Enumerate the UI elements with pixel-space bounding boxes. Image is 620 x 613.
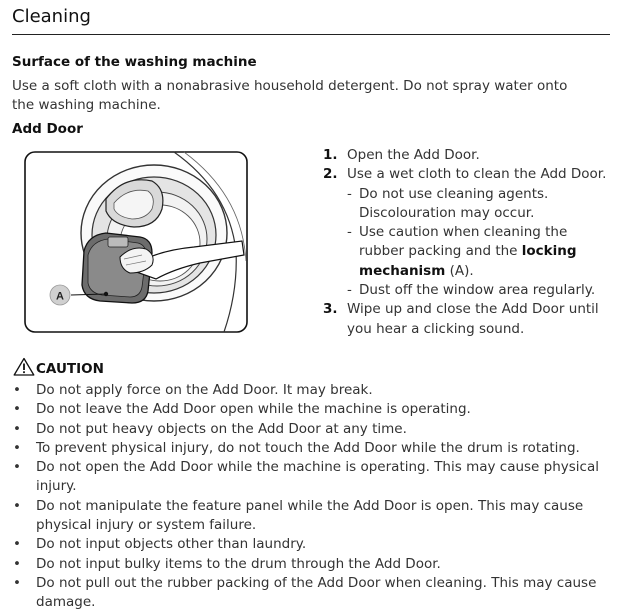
sub-item-text: Do not use cleaning agents. Discolouration may occur. bbox=[359, 185, 549, 221]
bullet-marker: • bbox=[13, 382, 21, 398]
bullet-marker: • bbox=[13, 555, 21, 572]
caution-text: Do not open the Add Door while the machine is operating. This may cause physical injury. bbox=[36, 459, 599, 495]
step-item bbox=[323, 146, 613, 165]
dash-marker: - bbox=[347, 224, 352, 241]
sub-item-text: Use caution when cleaning the rubber packing and the bbox=[359, 224, 568, 260]
add-door-steps bbox=[323, 146, 613, 339]
step-number: 3. bbox=[323, 301, 338, 318]
bullet-marker: • bbox=[13, 420, 21, 437]
page-title: Cleaning bbox=[12, 6, 91, 27]
caution-text: Do not put heavy objects on the Add Door at any time. bbox=[36, 420, 407, 437]
caution-list bbox=[12, 381, 612, 613]
add-door-heading: Add Door bbox=[12, 121, 83, 137]
caution-label: CAUTION bbox=[36, 360, 104, 377]
caution-text: Do not input bulky items to the drum through the Add Door. bbox=[36, 555, 441, 572]
caution-item bbox=[12, 381, 612, 400]
caution-item bbox=[12, 555, 612, 574]
caution-item bbox=[12, 458, 612, 497]
caution-text: Do not apply force on the Add Door. It may break. bbox=[36, 382, 373, 398]
bullet-marker: • bbox=[13, 574, 21, 591]
sub-item bbox=[347, 223, 613, 281]
step-text: Wipe up and close the Add Door until you hear a clicking sound. bbox=[347, 301, 599, 337]
step-text: Use a wet cloth to clean the Add Door. bbox=[347, 166, 607, 183]
callout-label-a: A bbox=[56, 290, 64, 303]
caution-heading bbox=[13, 357, 104, 380]
bullet-marker: • bbox=[13, 401, 21, 418]
caution-item bbox=[12, 497, 612, 536]
caution-item bbox=[12, 400, 612, 419]
warning-triangle-icon bbox=[13, 357, 35, 380]
bullet-marker: • bbox=[13, 439, 21, 456]
step-number: 2. bbox=[323, 166, 338, 183]
sub-item-text-after: (A). bbox=[445, 262, 474, 279]
bullet-marker: • bbox=[13, 536, 21, 553]
caution-text: Do not manipulate the feature panel while the Add Door is open. This may cause physical injury or system failure. bbox=[36, 497, 584, 534]
dash-marker: - bbox=[347, 185, 352, 202]
step-sublist bbox=[347, 185, 613, 301]
caution-text: Do not input objects other than laundry. bbox=[36, 536, 307, 553]
caution-item bbox=[12, 420, 612, 439]
step-item bbox=[323, 300, 613, 339]
caution-text: Do not pull out the rubber packing of the Add Door when cleaning. This may cause damage. bbox=[36, 574, 597, 611]
step-number: 1. bbox=[323, 147, 338, 163]
caution-item bbox=[12, 535, 612, 554]
step-item bbox=[323, 165, 613, 300]
sub-item bbox=[347, 281, 613, 300]
add-door-illustration bbox=[24, 151, 248, 333]
sub-item-text: Dust off the window area regularly. bbox=[359, 282, 596, 299]
step-text: Open the Add Door. bbox=[347, 147, 480, 163]
title-divider bbox=[12, 34, 610, 35]
caution-text: Do not leave the Add Door open while the machine is operating. bbox=[36, 401, 471, 418]
caution-text: To prevent physical injury, do not touch the Add Door while the drum is rotating. bbox=[36, 439, 580, 456]
caution-item bbox=[12, 574, 612, 613]
dash-marker: - bbox=[347, 282, 352, 299]
bullet-marker: • bbox=[13, 459, 21, 476]
surface-heading: Surface of the washing machine bbox=[12, 54, 257, 70]
sub-item bbox=[347, 185, 613, 224]
bullet-marker: • bbox=[13, 497, 21, 514]
caution-item bbox=[12, 439, 612, 458]
locking-mechanism-term: locking mechanism bbox=[359, 243, 577, 279]
surface-text: Use a soft cloth with a nonabrasive household detergent. Do not spray water onto the washing machine. bbox=[12, 78, 568, 113]
